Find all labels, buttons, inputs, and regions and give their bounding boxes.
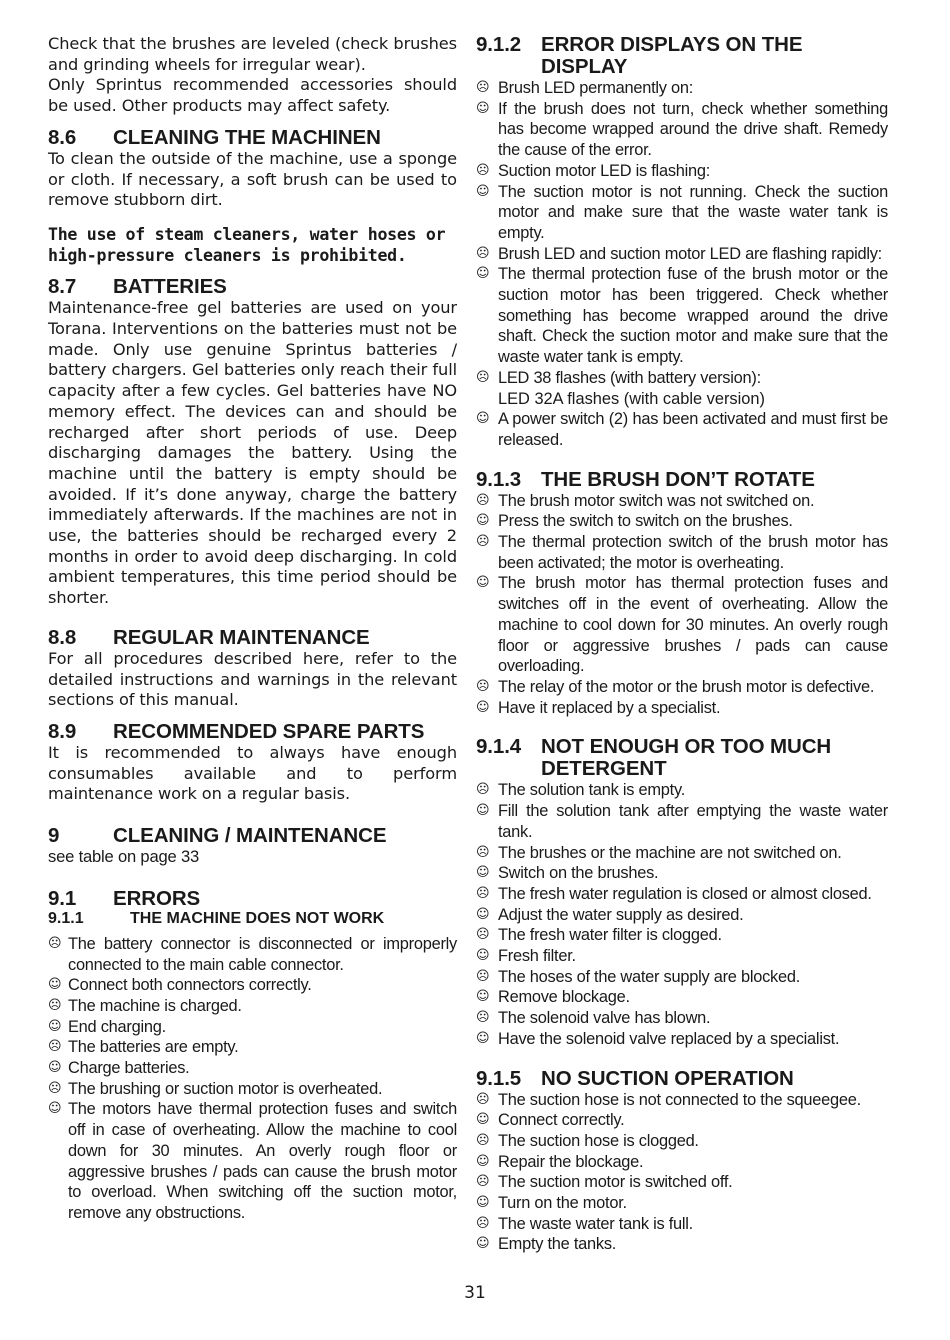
section-title: NOT ENOUGH OR TOO MUCH DETERGENT (541, 735, 832, 781)
list-item: ☹ Brush LED permanently on: (476, 79, 694, 97)
list-item: ☹ The machine is charged. (48, 996, 242, 1015)
list-item: ☹ The waste water tank is full. (476, 1214, 693, 1233)
sad-face-icon: ☹ (476, 1215, 490, 1231)
sad-face-icon: ☹ (476, 492, 490, 508)
smiley-face-icon: ☺ (476, 266, 490, 282)
section-9-1-1-heading (48, 910, 457, 928)
section-number: 8.7 (48, 275, 77, 299)
list-item: ☺ Adjust the water supply as desired. (476, 905, 744, 924)
section-title: ERROR DISPLAYS ON THE DISPLAY (541, 33, 803, 78)
list-item: ☺ The motors have thermal protection fuses and switch off in case of overheating. Allow the machine to cool down for 30 minutes. An overly rough floor or aggressive brushes / pads can cause the brush motor to overload. When switching off the suction motor, remove any obstructions. (48, 1100, 457, 1222)
list-item: ☺ Empty the tanks. (476, 1235, 617, 1254)
section-title: NO SUCTION OPERATION (541, 1066, 794, 1090)
sad-face-icon: ☹ (476, 968, 490, 984)
list-item: ☹ The thermal protection switch of the brush motor has been activated; the motor is overheating. (476, 533, 888, 572)
page-number: 31 (464, 1283, 486, 1303)
sad-face-icon: ☹ (48, 935, 62, 951)
section-9-1-3-heading (476, 469, 888, 491)
sad-face-icon: ☹ (476, 927, 490, 943)
smiley-face-icon: ☺ (476, 989, 490, 1005)
smiley-face-icon: ☺ (48, 977, 62, 993)
section-title: BATTERIES (113, 275, 227, 299)
sad-face-icon: ☹ (48, 997, 62, 1013)
list-item: ☺ Fill the solution tank after emptying the waste water tank. (476, 802, 888, 841)
section-9-1-4-heading (476, 736, 888, 780)
sad-face-icon: ☹ (476, 369, 490, 385)
sad-face-icon: ☹ (476, 162, 490, 178)
smiley-face-icon: ☺ (476, 1236, 490, 1252)
right-column (476, 34, 888, 1255)
section-9-1-1-list (48, 934, 457, 1224)
smiley-face-icon: ☺ (48, 1101, 62, 1117)
smiley-face-icon: ☺ (476, 906, 490, 922)
section-number: 9.1.1 (48, 909, 84, 927)
list-item: ☹ Brush LED and suction motor LED are flashing rapidly: (476, 244, 882, 263)
intro-paragraph-2: Only Sprintus recommended accessories should be used. Other products may affect safety. (48, 75, 457, 116)
sad-face-icon: ☹ (476, 1010, 490, 1026)
sad-face-icon: ☹ (476, 885, 490, 901)
section-8-8-text: For all procedures described here, refer to the detailed instructions and warnings in the relevant sections of this manual. (48, 648, 457, 710)
section-8-7-heading (48, 276, 457, 298)
smiley-face-icon: ☺ (476, 803, 490, 819)
sad-face-icon: ☹ (476, 1174, 490, 1190)
section-title: RECOMMENDED SPARE PARTS (113, 719, 425, 743)
list-item: ☺ End charging. (48, 1017, 166, 1036)
section-8-7-text: Maintenance-free gel batteries are used on your Torana. Interventions on the batteries must not be made. Only use genuine Sprintus batteries / battery chargers. Gel batteries only reach their full capacity after a few cycles. Gel batteries have NO memory effect. The devices can and should be recharged after short periods of use. Deep discharging damages the battery. Using the machine until the battery is empty should be avoided. If it’s done anyway, charge the battery immediately afterwards. If the machines are not in use, the batteries should be recharged every 2 months in order to avoid deep discharging. In cold ambient temperatures, this time period should be shorter. (48, 298, 457, 608)
list-item: ☹ The hoses of the water supply are blocked. (476, 967, 801, 986)
list-item: ☹ LED 38 flashes (with battery version): (476, 368, 761, 387)
smiley-face-icon: ☺ (476, 865, 490, 881)
list-item: ☺ Charge batteries. (48, 1059, 190, 1078)
section-9-heading (48, 825, 457, 847)
sad-face-icon: ☹ (476, 844, 490, 860)
sad-face-icon: ☹ (476, 1091, 490, 1107)
section-number: 9.1.4 (476, 735, 522, 759)
smiley-face-icon: ☺ (476, 183, 490, 199)
section-8-8-heading (48, 627, 457, 649)
section-number: 9.1.3 (476, 467, 522, 491)
smiley-face-icon: ☺ (476, 699, 490, 715)
list-item: ☹ The suction motor is switched off. (476, 1173, 733, 1192)
sad-face-icon: ☹ (476, 678, 490, 694)
section-number: 9.1 (48, 886, 77, 910)
list-item: ☺ Connect both connectors correctly. (48, 976, 312, 995)
list-item: ☹ Suction motor LED is flashing: (476, 161, 711, 180)
section-9-1-2-list (476, 78, 888, 451)
smiley-face-icon: ☺ (476, 575, 490, 591)
section-number: 9.1.2 (476, 33, 522, 56)
smiley-face-icon: ☺ (476, 948, 490, 964)
section-title: THE MACHINE DOES NOT WORK (130, 909, 385, 927)
list-item: ☺ Fresh filter. (476, 947, 576, 966)
led-32a-line: LED 32A flashes (with cable version) (498, 389, 765, 408)
list-item: ☹ The suction hose is clogged. (476, 1131, 699, 1150)
list-item: ☹ The battery connector is disconnected or improperly connected to the main cable connector. (48, 934, 457, 974)
sad-face-icon: ☹ (48, 1080, 62, 1096)
cleaning-warning: The use of steam cleaners, water hoses or high-pressure cleaners is prohibited. (48, 224, 446, 265)
section-title: CLEANING / MAINTENANCE (113, 824, 387, 848)
smiley-face-icon: ☺ (48, 1018, 62, 1034)
section-9-text: see table on page 33 (48, 847, 200, 867)
sad-face-icon: ☹ (476, 534, 490, 550)
section-number: 9.1.5 (476, 1066, 522, 1090)
list-item: ☺ If the brush does not turn, check whether something has become wrapped around the drive shaft. Remedy the cause of the error. (476, 99, 888, 160)
section-number: 8.6 (48, 125, 77, 149)
sad-face-icon: ☹ (476, 80, 490, 95)
section-title: REGULAR MAINTENANCE (113, 625, 370, 649)
list-item: ☹ The brushing or suction motor is overheated. (48, 1079, 383, 1098)
sad-face-icon: ☹ (476, 245, 490, 261)
section-8-6-heading (48, 127, 457, 149)
section-number: 8.9 (48, 719, 77, 743)
smiley-face-icon: ☺ (476, 1030, 490, 1046)
sad-face-icon: ☹ (476, 782, 490, 798)
section-number: 8.8 (48, 625, 77, 649)
list-item: ☹ The fresh water regulation is closed or almost closed. (476, 884, 872, 903)
list-item: ☹ The suction hose is not connected to the squeegee. (476, 1090, 861, 1109)
list-item: ☺ The thermal protection fuse of the brush motor or the suction motor has been triggered. Check whether something has become wrapped around the drive shaft. Check the suction motor and make sure that the waste water tank is empty. (476, 265, 888, 367)
smiley-face-icon: ☺ (476, 411, 490, 427)
list-item: ☹ The brushes or the machine are not switched on. (476, 843, 842, 862)
list-item: ☺ Have it replaced by a specialist. (476, 698, 721, 717)
smiley-face-icon: ☺ (476, 1195, 490, 1211)
list-item: ☹ The relay of the motor or the brush motor is defective. (476, 677, 875, 696)
smiley-face-icon: ☺ (476, 513, 490, 529)
section-title: ERRORS (113, 886, 201, 910)
smiley-face-icon: ☺ (476, 1153, 490, 1169)
section-9-1-3-list (476, 491, 888, 719)
list-item: ☺ Turn on the motor. (476, 1194, 627, 1213)
list-item: ☺ The brush motor has thermal protection fuses and switches off in the event of overheating. Allow the machine to cool down for 30 minutes. An overly rough floor or aggressive brushes / pads can cause overloading. (476, 574, 888, 676)
left-column (48, 34, 457, 1224)
section-8-9-heading (48, 721, 457, 743)
list-item: ☺ Remove blockage. (476, 988, 630, 1007)
list-item: ☺ Have the solenoid valve replaced by a specialist. (476, 1029, 840, 1048)
smiley-face-icon: ☺ (48, 1060, 62, 1076)
section-9-1-2-heading (476, 34, 888, 78)
list-item: ☺ The suction motor is not running. Check the suction motor and make sure that the waste water tank is empty. (476, 182, 888, 242)
list-item: ☺ Connect correctly. (476, 1111, 625, 1130)
section-9-1-5-list (476, 1090, 888, 1256)
section-8-6-text: To clean the outside of the machine, use a sponge or cloth. If necessary, a soft brush can be used to remove stubborn dirt. (48, 148, 457, 210)
sad-face-icon: ☹ (48, 1039, 62, 1055)
list-item: ☺ Switch on the brushes. (476, 864, 659, 883)
smiley-face-icon: ☺ (476, 100, 490, 116)
sad-face-icon: ☹ (476, 1132, 490, 1148)
section-8-9-text: It is recommended to always have enough consumables available and to perform maintenance work on a regular basis. (48, 742, 457, 804)
list-item: ☹ The batteries are empty. (48, 1038, 239, 1057)
list-item: ☺ Repair the blockage. (476, 1152, 644, 1171)
section-title: THE BRUSH DON’T ROTATE (541, 467, 815, 491)
section-number: 9 (48, 824, 60, 848)
section-9-1-4-list (476, 780, 888, 1049)
section-9-1-heading (48, 888, 457, 910)
list-item: ☹ The solenoid valve has blown. (476, 1009, 711, 1028)
list-item: ☹ The solution tank is empty. (476, 781, 685, 800)
intro-paragraph-1: Check that the brushes are leveled (check brushes and grinding wheels for irregular wear). (48, 34, 457, 74)
section-title: CLEANING THE MACHINEN (113, 125, 381, 149)
section-9-1-5-heading (476, 1068, 888, 1090)
smiley-face-icon: ☺ (476, 1112, 490, 1128)
list-item: ☺ Press the switch to switch on the brushes. (476, 512, 793, 531)
list-item: ☹ The brush motor switch was not switched on. (476, 491, 815, 510)
list-item: ☹ The fresh water filter is clogged. (476, 926, 722, 945)
list-item: ☺ A power switch (2) has been activated and must first be released. (476, 410, 888, 449)
